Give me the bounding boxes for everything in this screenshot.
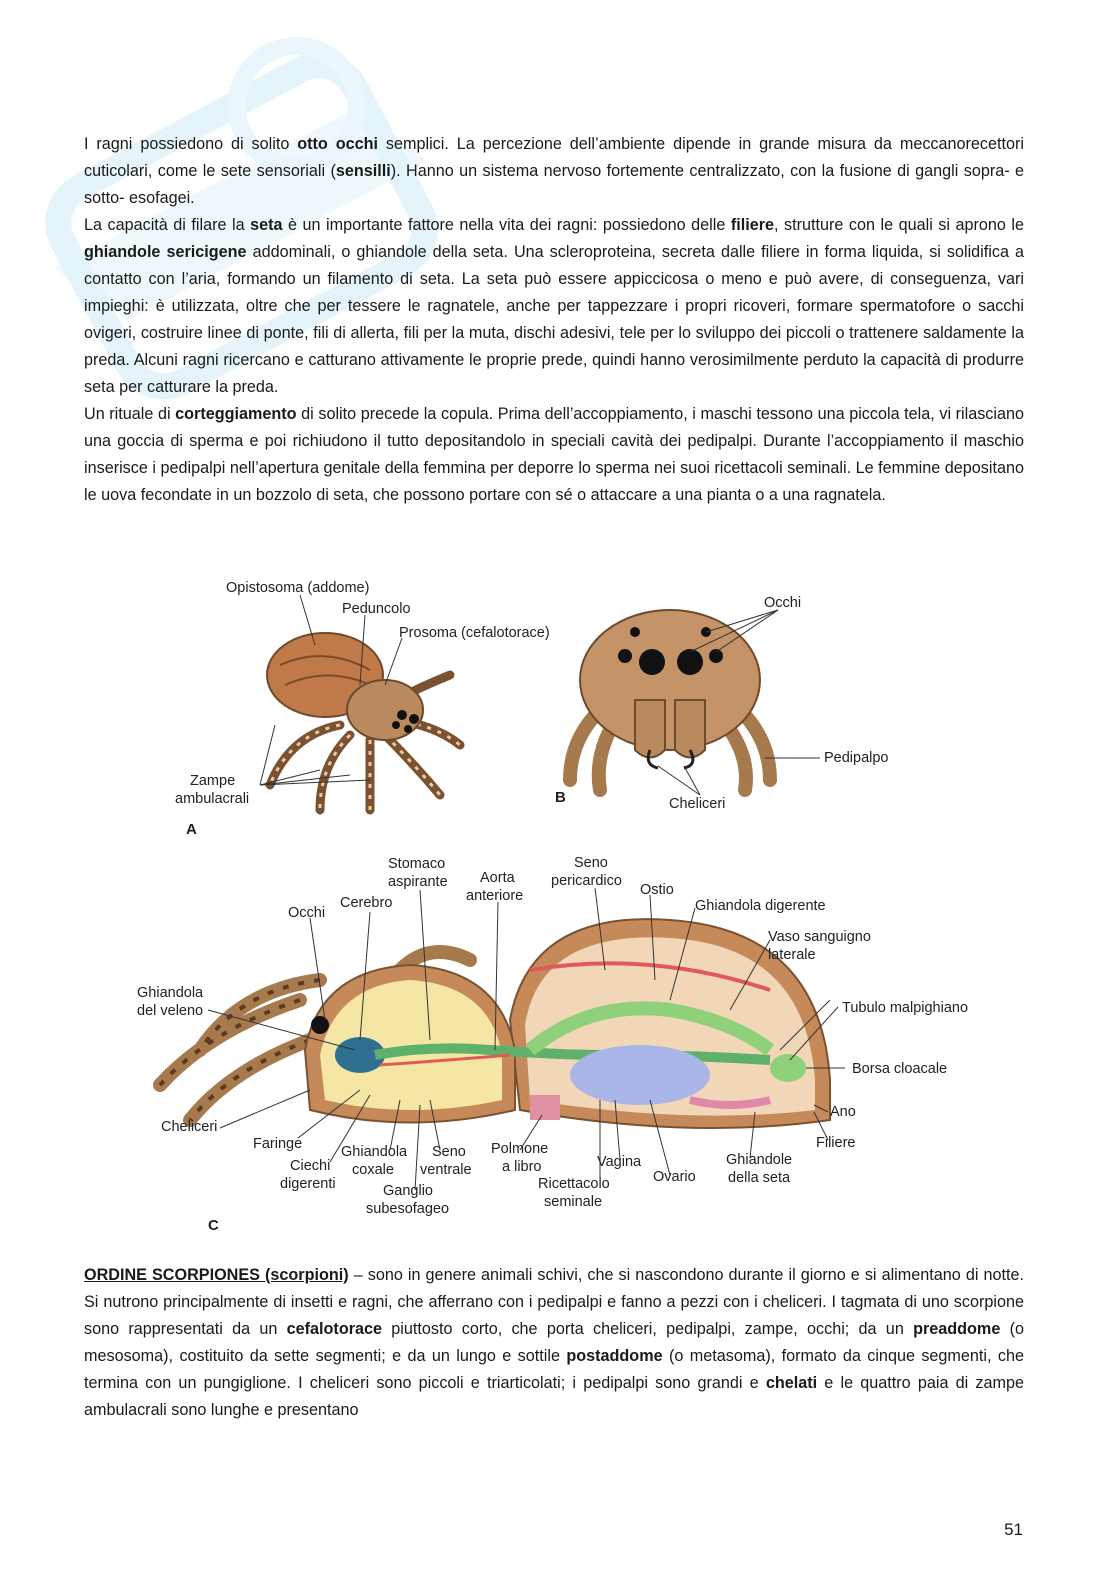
label-cerebro: Cerebro <box>340 895 393 911</box>
text-run: I ragni possiedono di solito <box>84 135 298 153</box>
figure-a-spider-external <box>170 575 550 840</box>
bold-term: otto occhi <box>297 135 378 153</box>
label-aorta-2: anteriore <box>466 888 524 904</box>
bold-term: filiere <box>730 216 775 234</box>
figure-b-spider-front <box>540 590 920 820</box>
figure-c-spider-anatomy <box>130 850 980 1235</box>
bold-term: chelati <box>765 1374 818 1392</box>
anatomy-illustration <box>160 919 830 1128</box>
label-ghiandole-seta-1: Ghiandole <box>726 1152 793 1168</box>
label-veleno-2: del veleno <box>137 1003 204 1019</box>
figure-letter-b: B <box>555 789 566 806</box>
label-prosoma: Prosoma (cefalotorace) <box>399 625 550 641</box>
label-seno-ventrale-1: Seno <box>432 1144 466 1160</box>
label-aorta-1: Aorta <box>480 870 515 886</box>
label-ghiandola-digerente: Ghiandola digerente <box>695 898 826 914</box>
bold-term: preaddome <box>913 1320 1001 1338</box>
label-ciechi-1: Ciechi <box>290 1158 331 1174</box>
spider-b-illustration <box>570 610 770 790</box>
label-opistosoma: Opistosoma (addome) <box>226 580 370 596</box>
label-ovario: Ovario <box>653 1169 696 1185</box>
label-filiere: Filiere <box>816 1135 856 1151</box>
text-run: ). Hanno un sistema nervoso fortemente centralizzato, con la fusione di gangli sopra- e sotto- esofagei. <box>84 162 1025 207</box>
body-text-top <box>84 131 1024 509</box>
figure-letter-c: C <box>208 1217 219 1234</box>
label-cheliceri-b: Cheliceri <box>669 796 726 812</box>
label-peduncolo: Peduncolo <box>342 601 411 617</box>
text-run: La capacità di filare la <box>84 216 251 234</box>
label-seno-pericardico-1: Seno <box>574 855 608 871</box>
paragraph-eyes <box>84 131 1024 212</box>
figure-letter-a: A <box>186 821 197 838</box>
label-occhi-c: Occhi <box>288 905 326 921</box>
label-coxale-2: coxale <box>352 1162 394 1178</box>
paragraph-scorpiones <box>84 1262 1024 1424</box>
label-ricettacolo-1: Ricettacolo <box>538 1176 610 1192</box>
text-run: piuttosto corto, che porta cheliceri, pedipalpi, zampe, occhi; da un <box>382 1320 914 1338</box>
text-run: addominali, o ghiandole della seta. Una scleroproteina, secreta dalle filiere in forma liquida, si solidifica a contatto con l’aria, formando un filamento di seta. La seta può essere appiccicosa o meno e può avere, di conseguenza, vari impieghi: è utilizzata, oltre che per tessere le ragnatele, anche per tappezzare i propri ricoveri, formare spermatofore o sacchi ovigeri, costruire linee di ponte, fili di allerta, fili per la muta, dischi adesivi, tele per lo sviluppo dei piccoli o trattenere saldamente la preda. Alcuni ragni ricercano e catturano attivamente le proprie prede, quindi hanno verosimilmente perduto la capacità di produrre seta per catturare la preda. <box>84 243 1024 396</box>
label-ostio: Ostio <box>640 882 674 898</box>
bold-term: corteggiamento <box>175 405 297 423</box>
label-tubulo: Tubulo malpighiano <box>842 1000 969 1016</box>
label-ricettacolo-2: seminale <box>544 1194 603 1210</box>
text-run: , strutture con le quali si aprono le <box>774 216 1024 234</box>
paragraph-silk <box>84 212 1024 401</box>
label-coxale-1: Ghiandola <box>341 1144 408 1160</box>
label-borsa: Borsa cloacale <box>852 1061 948 1077</box>
label-ambulacrali: ambulacrali <box>175 791 250 807</box>
text-run: (o metasoma), formato da cinque segmenti, che termina con un pungiglione. I cheliceri sono piccoli e triarticolati; i pedipalpi sono grandi e <box>84 1347 1024 1392</box>
bold-term: ghiandole sericigene <box>84 243 247 261</box>
text-run: semplici. La percezione dell’ambiente dipende in grande misura da meccanorecettori cuticolari, come le sete sensoriali ( <box>84 135 1024 180</box>
bold-term: seta <box>250 216 283 234</box>
bold-term: postaddome <box>566 1347 663 1365</box>
body-text-scorpiones <box>84 1262 1024 1424</box>
label-polmone-2: a libro <box>502 1159 542 1175</box>
text-run: di solito precede la copula. Prima dell’accoppiamento, i maschi tessono una piccola tela, vi rilasciano una goccia di sperma e poi richiudono il tutto depositandolo in speciali cavità dei pedipalpi. Durante l’accoppiamento il maschio inserisce i pedipalpi nell’apertura genitale della femmina per deporre lo sperma nei suoi ricettacoli seminali. Le femmine depositano le uova fecondate in un bozzolo di seta, che possono portare con sé o attaccare a una pianta o a una ragnatela. <box>84 405 1025 504</box>
label-polmone-1: Polmone <box>491 1141 549 1157</box>
paragraph-courtship <box>84 401 1024 509</box>
label-seno-ventrale-2: ventrale <box>420 1162 472 1178</box>
label-vaso-2: laterale <box>768 947 816 963</box>
text-run: Un rituale di <box>84 405 176 423</box>
label-ciechi-2: digerenti <box>280 1176 336 1192</box>
text-run: e le quattro paia di zampe ambulacrali sono lunghe e presentano <box>84 1374 1024 1419</box>
bold-term: sensilli <box>335 162 391 180</box>
label-ganglio-1: Ganglio <box>383 1183 433 1199</box>
page-number: 51 <box>1004 1520 1023 1539</box>
label-pedipalpo: Pedipalpo <box>824 750 889 766</box>
label-veleno-1: Ghiandola <box>137 985 204 1001</box>
label-ano: Ano <box>830 1104 856 1120</box>
label-zampe: Zampe <box>190 773 236 789</box>
label-occhi-b: Occhi <box>764 595 802 611</box>
text-run: (o mesosoma), costituito da sette segmenti; e da un lungo e sottile <box>84 1320 1024 1365</box>
label-ganglio-2: subesofageo <box>366 1201 450 1217</box>
label-vaso-1: Vaso sanguigno <box>768 929 871 945</box>
text-run: – sono in genere animali schivi, che si nascondono durante il giorno e si alimentano di notte. Si nutrono principalmente di insetti e ragni, che afferrano con i pedipalpi e fanno a pezzi con i cheliceri. I tagmata di uno scorpione sono rappresentati da un <box>84 1266 1024 1338</box>
label-vagina: Vagina <box>597 1154 642 1170</box>
label-ghiandole-seta-2: della seta <box>728 1170 791 1186</box>
label-seno-pericardico-2: pericardico <box>551 873 622 889</box>
label-cheliceri-c: Cheliceri <box>161 1119 218 1135</box>
label-stomaco-2: aspirante <box>388 874 448 890</box>
section-heading-scorpiones: ORDINE SCORPIONES (scorpioni) <box>84 1266 349 1284</box>
label-stomaco-1: Stomaco <box>388 856 446 872</box>
label-faringe: Faringe <box>253 1136 303 1152</box>
text-run: è un importante fattore nella vita dei ragni: possiedono delle <box>282 216 731 234</box>
bold-term: cefalotorace <box>286 1320 383 1338</box>
